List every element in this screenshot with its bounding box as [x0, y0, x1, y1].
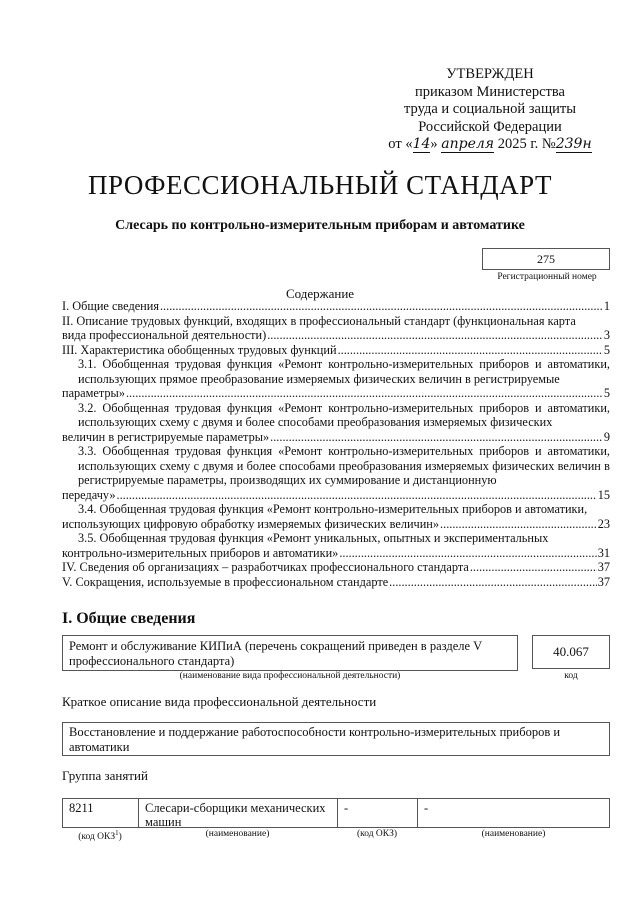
toc-entry-page: 37 [597, 574, 610, 589]
toc-heading: Содержание [285, 286, 355, 301]
toc-entry[interactable] [62, 531, 610, 560]
okz-code2-cell: - [338, 799, 418, 827]
section-heading: I. Общие сведения [62, 610, 196, 627]
toc-entry-text: III. Характеристика обобщенных трудовых функций [62, 342, 337, 357]
toc-entry[interactable] [62, 299, 610, 314]
toc-entry-text: вида профессиональной деятельности) [62, 328, 267, 342]
okz-code-cell: 8211 [63, 799, 139, 827]
short-description-label: Краткое описание вида профессиональной деятельности [62, 694, 377, 709]
order-number: 239н [555, 136, 592, 152]
document-subtitle: Слесарь по контрольно-измерительным приборам и автоматике [115, 218, 525, 233]
okz-name-cell: Слесари-сборщики механических машин [139, 799, 338, 827]
toc-entry-page: 5 [603, 342, 610, 357]
toc-entry-text: величин в регистрируемые параметры» [62, 429, 270, 444]
activity-code-caption: код [564, 671, 578, 681]
toc-entry[interactable] [62, 314, 610, 343]
toc-entry[interactable] [62, 502, 610, 531]
toc-entry-text: 3.3. Обобщенная трудовая функция «Ремонт контрольно-измерительных приборов и автоматики, использующих схему с двумя и более способами преобразования измеряемых физических величин в регистрируемые параметры, производящих их суммирование и дистанционную [78, 444, 610, 487]
toc-entry-text: 3.4. Обобщенная трудовая функция «Ремонт контрольно-измерительных приборов и автоматики, [78, 502, 588, 516]
date-day: 14 [412, 136, 431, 152]
toc-entry-text: V. Сокращения, используемые в профессиональном стандарте [62, 574, 389, 589]
date-year: 2025 г. № [497, 136, 556, 152]
date-month: апреля [441, 136, 495, 152]
approval-line3: труда и социальной защиты [404, 101, 576, 117]
toc-entry-text: использующих цифровую обработку измеряемых физических величин» [62, 516, 440, 531]
toc-entry-page: 1 [603, 299, 610, 313]
toc-entry[interactable] [62, 444, 610, 502]
toc-entry[interactable] [62, 357, 610, 401]
okz-name2-cell: - [424, 801, 429, 815]
activity-name-caption: (наименование вида профессиональной деятельности) [179, 671, 401, 681]
toc-entry[interactable] [62, 560, 610, 575]
toc-entry-page: 15 [597, 487, 610, 502]
toc-entry-text: IV. Сведения об организациях – разработчиках профессионального стандарта [62, 560, 469, 574]
okz-code-caption: (код ОКЗ$^1$) [78, 829, 122, 843]
activity-name-box: Ремонт и обслуживание КИПиА (перечень сокращений приведен в разделе V профессионального стандарта) [62, 635, 518, 671]
approval-block [380, 66, 600, 154]
toc-entry-page: 9 [603, 429, 610, 444]
toc-entry-text: параметры» [62, 386, 125, 400]
approval-date-line [380, 136, 600, 154]
toc-entry-text: I. Общие сведения [62, 299, 159, 313]
toc-entry-text: 3.2. Обобщенная трудовая функция «Ремонт контрольно-измерительных приборов и автоматики, использующих схему с двумя и более способами преобразования измеряемых физических [78, 400, 610, 429]
toc-entry-page: 3 [603, 328, 610, 342]
toc-entry-page: 23 [597, 516, 610, 531]
approval-line4: Российской Федерации [418, 118, 562, 135]
date-prefix: от « [388, 136, 413, 152]
toc-entry[interactable] [62, 575, 610, 590]
toc-entry[interactable] [62, 401, 610, 445]
toc-entry-text: контрольно-измерительных приборов и автоматики» [62, 545, 339, 560]
toc-entry-text: II. Описание трудовых функций, входящих в профессиональный стандарт (функциональная карта [62, 313, 576, 328]
okz-name2-caption: (наименование) [481, 829, 546, 839]
approval-line2: приказом Министерства [415, 83, 565, 100]
toc-entry-text: 3.5. Обобщенная трудовая функция «Ремонт уникальных, опытных и экспериментальных [78, 531, 549, 545]
toc-entry-text: 3.1. Обобщенная трудовая функция «Ремонт контрольно-измерительных приборов и автоматики, использующих прямое преобразование измеряемых физических величин в регистрируемые [78, 357, 610, 386]
table-of-contents [62, 299, 610, 589]
occupation-group-label: Группа занятий [62, 768, 148, 783]
short-description-box: Восстановление и поддержание работоспособности контрольно-измерительных приборов и автоматики [62, 722, 610, 756]
registration-number: 275 [482, 248, 610, 270]
okz-code2-caption: (код ОКЗ) [356, 829, 398, 839]
toc-entry-page: 5 [603, 386, 610, 400]
date-mid: » [430, 136, 438, 152]
toc-entry-page: 37 [597, 560, 610, 574]
activity-code-box: 40.067 [532, 635, 610, 669]
toc-entry-page: 31 [597, 545, 610, 560]
document-title: ПРОФЕССИОНАЛЬНЫЙ СТАНДАРТ [87, 170, 553, 200]
toc-entry-text: передачу» [62, 487, 116, 502]
approval-line1: УТВЕРЖДЕН [446, 66, 534, 82]
occupation-group-table [62, 798, 610, 828]
toc-entry[interactable] [62, 343, 610, 358]
okz-name-caption: (наименование) [205, 829, 270, 839]
registration-caption: Регистрационный номер [497, 272, 597, 282]
